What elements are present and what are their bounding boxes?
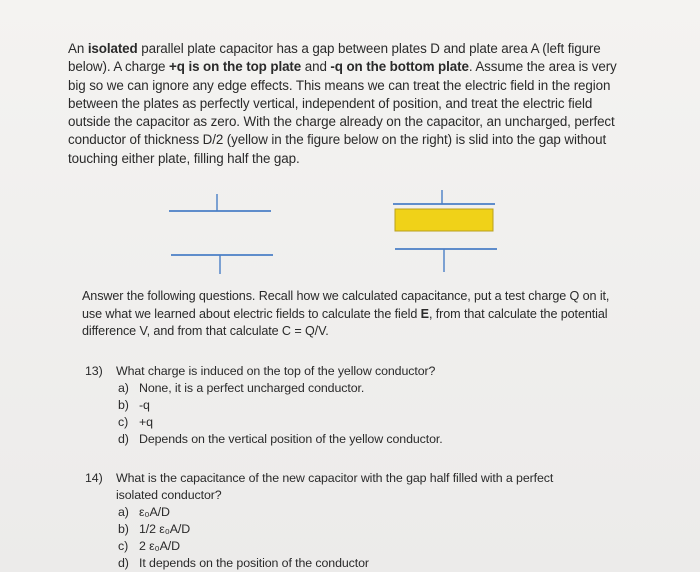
option-letter: b)	[118, 522, 129, 536]
instructions-text: , from that calculate the potential difference V, and from that calculate C = Q/V.	[82, 306, 608, 338]
option-text: ε₀A/D	[139, 505, 170, 519]
answer-option[interactable]	[118, 431, 605, 448]
option-letter: a)	[118, 505, 129, 519]
capacitor-diagram	[165, 188, 505, 278]
option-letter: c)	[118, 415, 129, 429]
question-text: What is the capacitance of the new capacitor with the gap half filled with a perfect isolated conductor?	[116, 471, 554, 502]
option-letter: a)	[118, 381, 129, 395]
question-text: What charge is induced on the top of the yellow conductor?	[116, 364, 436, 378]
option-text: 2 ε₀A/D	[139, 539, 180, 553]
instructions-bold-e: E	[420, 306, 429, 321]
option-text: -q	[139, 398, 150, 412]
option-text: Depends on the vertical position of the yellow conductor.	[139, 432, 443, 446]
intro-bold-isolated: isolated	[87, 41, 138, 56]
answer-option[interactable]	[118, 504, 555, 521]
option-text: +q	[139, 415, 153, 429]
answer-options	[118, 504, 555, 572]
intro-text: and	[301, 59, 331, 75]
answer-option[interactable]	[118, 538, 555, 555]
option-letter: b)	[118, 398, 129, 412]
intro-bold-top-plate: +q is on the top plate	[169, 59, 302, 75]
option-text: None, it is a perfect uncharged conductor.	[139, 381, 365, 395]
left-capacitor	[169, 194, 273, 274]
question-number: 13)	[85, 364, 103, 378]
intro-text: parallel plate capacitor has a gap between plates D and plate area A (left figure below). A charge	[68, 41, 601, 75]
answer-options	[118, 380, 605, 448]
option-letter: d)	[118, 432, 129, 446]
option-letter: c)	[118, 539, 129, 553]
yellow-conductor	[395, 209, 493, 231]
option-letter: d)	[118, 556, 129, 570]
right-capacitor	[393, 190, 497, 272]
capacitor-figure	[165, 188, 505, 278]
question-13	[85, 363, 605, 448]
option-text: 1/2 ε₀A/D	[139, 522, 191, 536]
intro-text: . Assume the area is very big so we can ignore any edge effects. This means we can treat the electric field in the region between the plates as perfectly vertical, independent of position, and treat the electric field outside the capacitor as zero. With the charge already on the capacitor, an uncharged, perfect conductor of thickness D/2 (yellow in the figure below on the right) is slid into the gap without touching either plate, filling half the gap.	[68, 59, 617, 166]
answer-option[interactable]	[118, 397, 605, 414]
option-text: It depends on the position of the conductor	[139, 556, 369, 570]
answer-option[interactable]	[118, 521, 555, 538]
answer-option[interactable]	[118, 380, 605, 397]
answer-option[interactable]	[118, 555, 555, 572]
instructions-text: Answer the following questions. Recall how we calculated capacitance, put a test charge Q on it, use what we learned about electric fields to calculate the field	[82, 289, 610, 321]
intro-bold-bottom-plate: -q on the bottom plate	[330, 59, 469, 75]
question-14	[85, 470, 555, 572]
problem-statement	[68, 40, 628, 168]
answer-option[interactable]	[118, 414, 605, 431]
instructions	[82, 288, 622, 341]
question-number: 14)	[85, 471, 103, 485]
intro-text: An	[68, 41, 88, 56]
